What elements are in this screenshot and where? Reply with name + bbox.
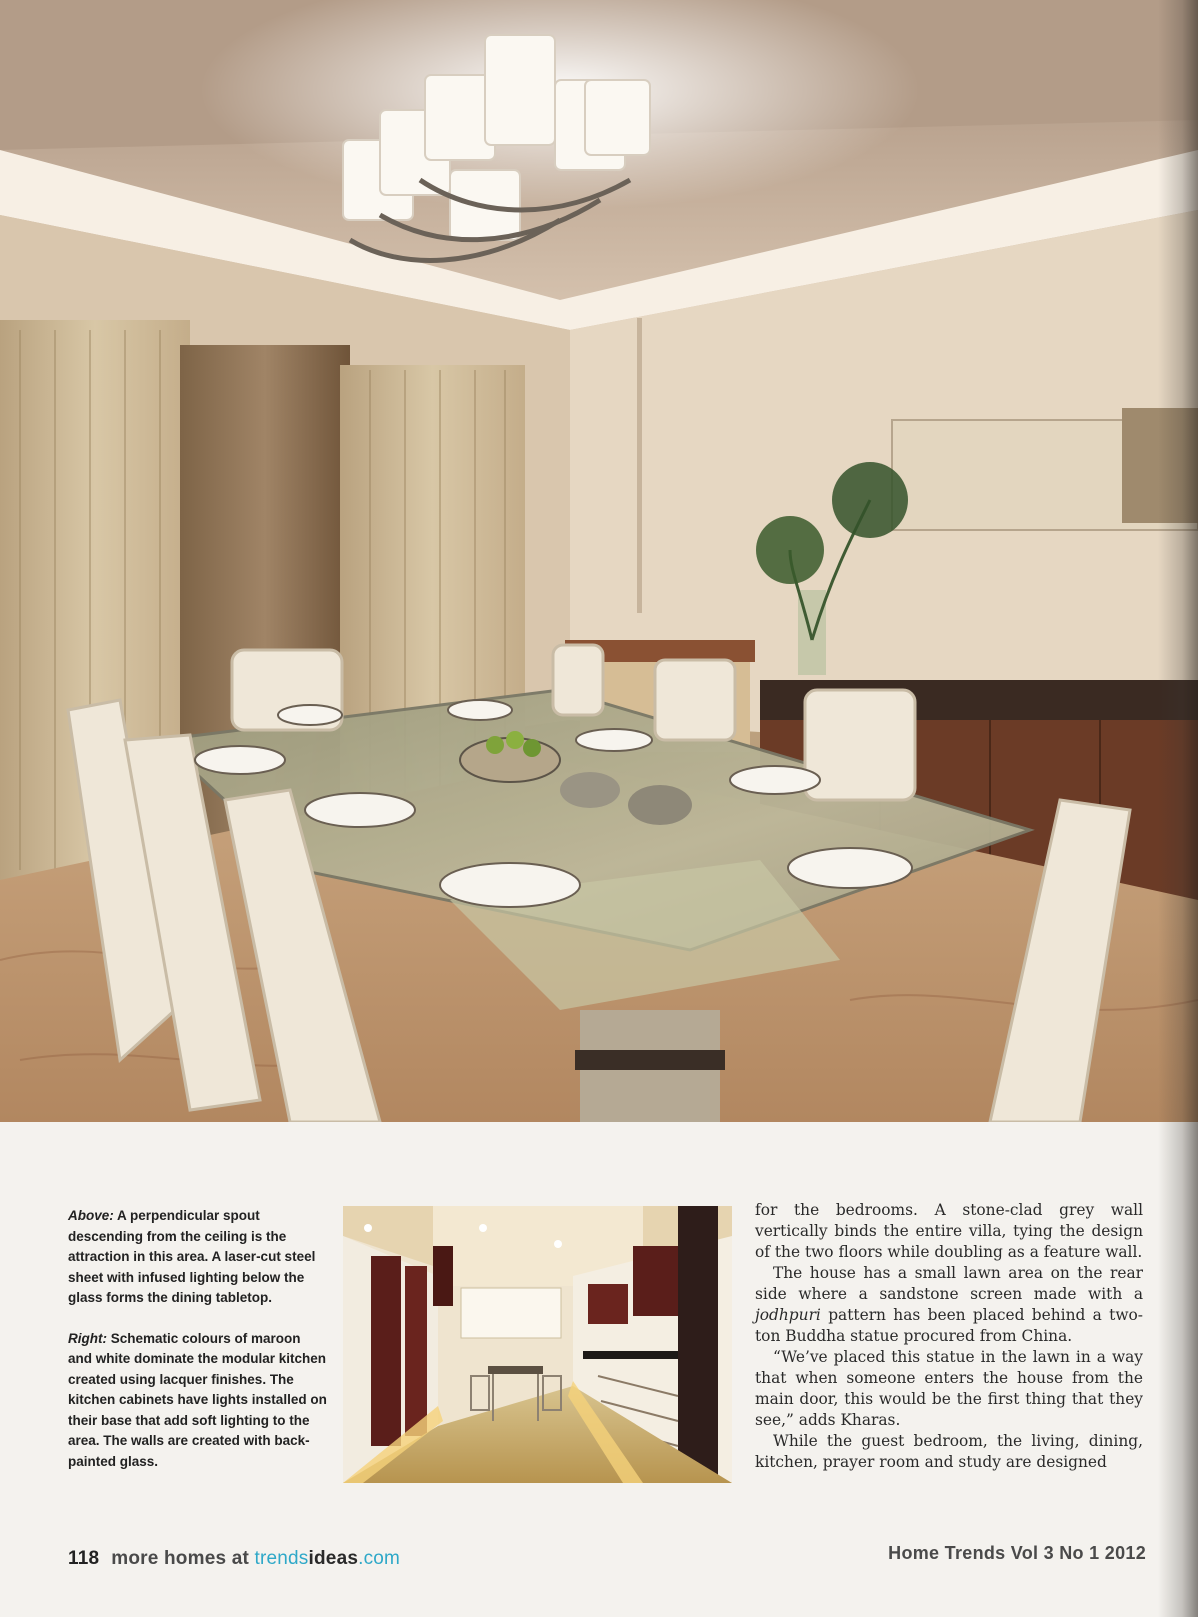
kitchen-photo (343, 1206, 732, 1483)
photo-captions (68, 1206, 328, 1492)
caption-above-lead: Above: (68, 1208, 114, 1223)
article-paragraph: for the bedrooms. A stone-clad grey wall vertically binds the entire villa, tying the design of the two floors while doubling as a feature wall. (755, 1201, 1143, 1261)
caption-above-text: A perpendicular spout descending from the ceiling is the attraction in this area. A laser-cut steel sheet with infused lighting below the glass forms the dining tabletop. (68, 1208, 316, 1305)
caption-right (68, 1329, 328, 1473)
article-paragraph (755, 1263, 1143, 1347)
site-link-part[interactable]: trends (254, 1548, 309, 1569)
article-emphasis: jodhpuri (755, 1306, 821, 1324)
article-text: The house has a small lawn area on the rear side where a sandstone screen made with a (755, 1264, 1143, 1303)
article-paragraph: “We’ve placed this statue in the lawn in a way that when someone enters the house from the main door, this would be the first thing that they see,” adds Kharas. (755, 1348, 1143, 1429)
caption-above (68, 1206, 328, 1309)
footer-more-text: more homes at (111, 1548, 255, 1569)
article-body (755, 1200, 1143, 1473)
article-paragraph: While the guest bedroom, the living, dining, kitchen, prayer room and study are designed (755, 1432, 1143, 1471)
site-link-part[interactable]: ideas (308, 1548, 359, 1569)
site-link-part[interactable]: .com (358, 1548, 401, 1569)
caption-right-text: Schematic colours of maroon and white dominate the modular kitchen created using lacquer finishes. The kitchen cabinets have lights installed on their base that add soft lighting to the area. The walls are created with back-painted glass. (68, 1330, 327, 1469)
page-number: 118 (68, 1548, 100, 1569)
caption-right-lead: Right: (68, 1330, 107, 1346)
kitchen-illustration (343, 1206, 732, 1483)
magazine-issue: Home Trends Vol 3 No 1 2012 (888, 1543, 1146, 1563)
footer-website (68, 1548, 400, 1570)
article-text: pattern has been placed behind a two-ton Buddha statue procured from China. (755, 1306, 1143, 1345)
